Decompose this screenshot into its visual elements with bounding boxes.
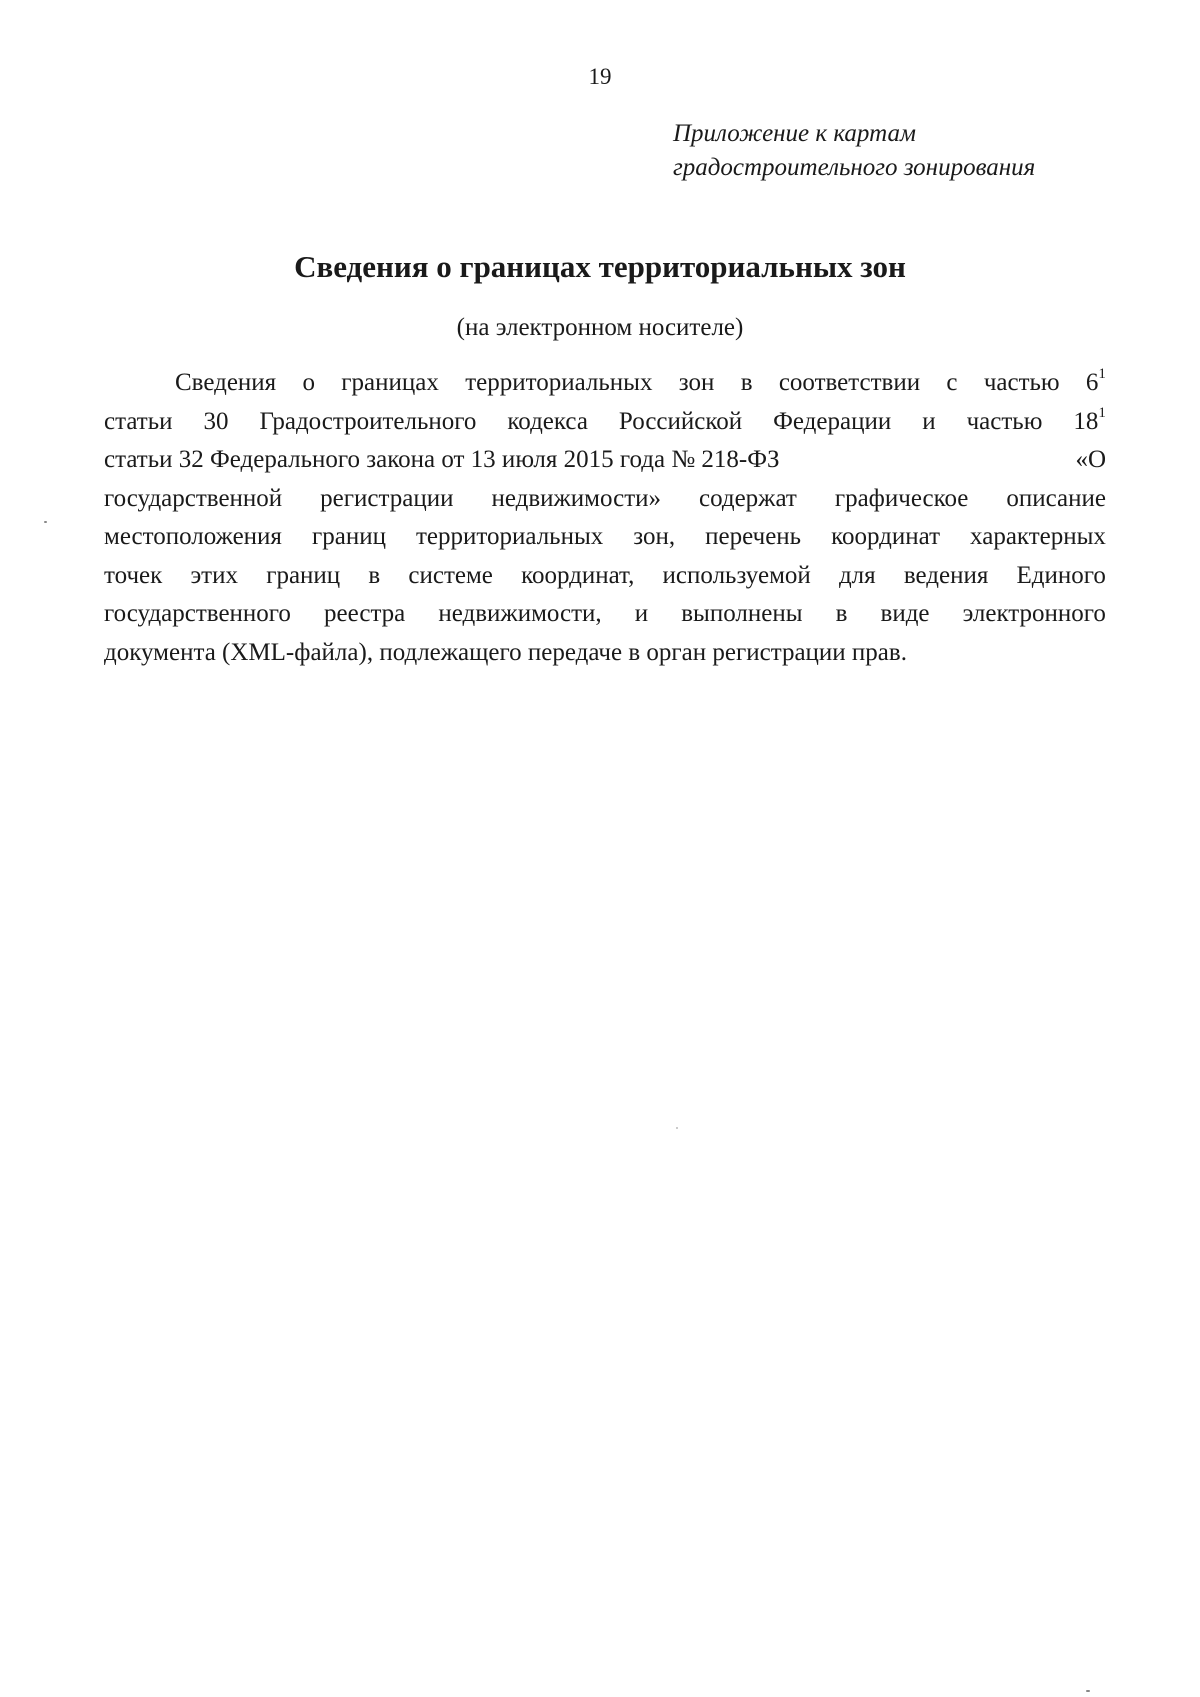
word: перечень: [705, 523, 802, 550]
word: 30: [203, 407, 229, 435]
word: ведения: [903, 561, 989, 589]
word: кодекса: [507, 407, 588, 435]
appendix-note: [673, 117, 1133, 185]
word: в: [835, 600, 848, 627]
paragraph-line: [104, 403, 1106, 442]
word: с: [946, 369, 958, 396]
word: Федерации: [773, 407, 892, 435]
document-title: Сведения о границах территориальных зон: [294, 249, 906, 284]
word: Единого: [1016, 561, 1106, 589]
part-reference: [1086, 364, 1106, 403]
word: используемой: [662, 561, 811, 589]
page-number: 19: [588, 64, 612, 89]
part-number: 6: [1085, 369, 1099, 396]
word: и: [634, 600, 649, 627]
word: для: [838, 561, 876, 589]
word: границ: [266, 561, 341, 589]
text-run: статьи 32 Федерального закона от 13 июля 2015 года № 218-ФЗ: [104, 446, 780, 473]
word: виде: [880, 600, 930, 627]
word: электронного: [962, 600, 1106, 627]
word: Российской: [618, 407, 743, 435]
part-superscript: 1: [1098, 366, 1106, 382]
paragraph-line: [104, 557, 1106, 596]
paragraph-line: [104, 634, 1106, 673]
word: недвижимости,: [438, 600, 602, 627]
word: и: [922, 407, 936, 435]
word: о: [302, 369, 315, 396]
word: выполнены: [681, 600, 803, 627]
word: границах: [341, 369, 439, 396]
scan-speck: [676, 1127, 678, 1129]
word: территориальных: [416, 523, 604, 550]
word: статьи: [104, 407, 173, 435]
word: государственной: [104, 484, 283, 512]
body-paragraph: [104, 364, 1106, 672]
word: регистрации: [320, 484, 454, 512]
text-run: «О: [1075, 446, 1106, 473]
paragraph-line: [104, 364, 1106, 403]
word: соответствии: [778, 369, 921, 396]
word: зон,: [633, 523, 676, 550]
word: местоположения: [104, 523, 282, 550]
text-run: документа (XML-файла), подлежащего передаче в орган регистрации прав.: [104, 638, 907, 666]
paragraph-line: [104, 480, 1106, 519]
paragraph-line: [104, 518, 1106, 557]
word: территориальных: [465, 369, 653, 396]
paragraph-line: [104, 595, 1106, 634]
paragraph-line: [104, 441, 1106, 480]
part-superscript: 1: [1098, 404, 1106, 421]
word: частью: [983, 369, 1060, 396]
word: графическое: [834, 484, 969, 512]
word: координат: [831, 523, 941, 550]
word: Сведения: [175, 369, 277, 396]
appendix-note-line-1: Приложение к картам: [673, 120, 916, 147]
word: характерных: [970, 523, 1106, 550]
word: содержат: [698, 484, 797, 512]
word: точек: [104, 561, 163, 589]
part-number: 18: [1073, 407, 1099, 435]
word: границ: [311, 523, 386, 550]
word: недвижимости»: [491, 484, 661, 512]
word: частью: [966, 407, 1043, 435]
appendix-note-line-2: градостроительного зонирования: [673, 154, 1036, 181]
word: в: [740, 369, 753, 396]
word: Градостроительного: [259, 407, 477, 435]
word: этих: [190, 561, 238, 589]
word: в: [368, 561, 381, 589]
scan-speck: [44, 521, 47, 523]
part-reference: [1073, 403, 1106, 442]
scan-speck: [1086, 1690, 1090, 1692]
document-subtitle: (на электронном носителе): [456, 314, 744, 341]
word: государственного: [104, 600, 291, 627]
word: координат,: [521, 561, 635, 589]
word: реестра: [324, 600, 406, 627]
word: описание: [1006, 484, 1106, 512]
word: зон: [678, 369, 715, 396]
word: системе: [408, 561, 493, 589]
